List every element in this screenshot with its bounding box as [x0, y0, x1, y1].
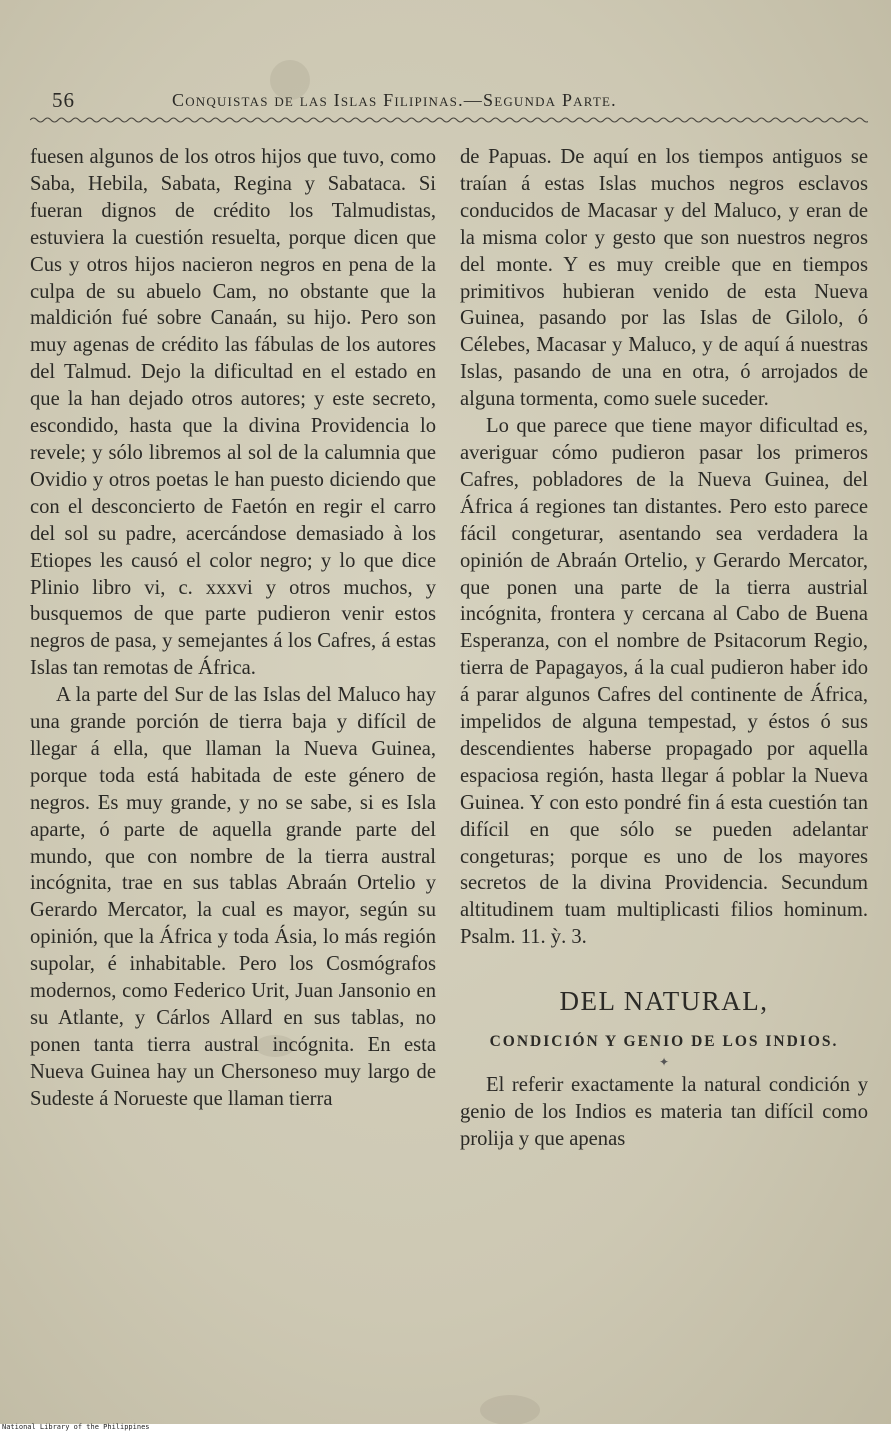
paragraph: fuesen algunos de los otros hijos que tuvo, como Saba, Hebila, Sabata, Regina y Sabataca. Si fueran dignos de crédito los Talmudistas, estuviera la cuestión resuelta, porque dicen que Cus y otros hijos nacieron negros en pena de la culpa de su abuelo Cam, no obstante que la maldición fué sobre Canaán, su hijo. Pero son muy agenas de crédito las fábulas de los autores del Talmud. Dejo la dificultad en el estado en que la han dejado otros autores; y este secreto, escondido, hasta que la divina Providencia lo revele; y sólo libremos al sol de la calumnia que Ovidio y otros poetas le han puesto diciendo que con el desconcierto de Faetón en regir el carro del sol su padre, acercándose demasiado à los Etiopes les causó el color negro; y lo que dice Plinio libro vi, c. xxxvi y otros muchos, y busquemos de que parte pudieron venir estos negros de pasa, y semejantes á los Cafres, á estas Islas tan remotas de África. — [30, 146, 436, 680]
paragraph: A la parte del Sur de las Islas del Maluco hay una grande porción de tierra baja y difícil de llegar á ella, que llaman la Nueva Guinea, porque toda está habitada de este género de negros. Es muy grande, y no se sabe, si es Isla aparte, ó parte de aquella grande parte del mundo, que con nombre de la tierra austral incógnita, trae en sus tablas Abraán Ortelio y Gerardo Mercator, la cual es mayor, según su opinión, que la África y toda Ásia, lo más región supolar, é inhabitable. Pero los Cosmógrafos modernos, como Federico Urit, Juan Jansonio en su Atlante, y Cárlos Allard en sus tablas, no ponen tanta tierra austral incógnita. En esta Nueva Guinea hay un Chersoneso muy largo de Sudeste á Norueste que llaman tierra — [30, 684, 436, 1110]
paragraph: de Papuas. De aquí en los tiempos antiguos se traían á estas Islas muchos negros esclavos conducidos de Macasar y del Maluco, y eran de la misma color y gesto que son nuestros negros del monte. Y es muy creible que en tiempos primitivos hubieran venido de esta Nueva Guinea, pasando por las Islas de Gilolo, ó Célebes, Macasar y Maluco, y de aquí á nuestras Islas, pasando de una en otra, ó arrojados de alguna tormenta, como suele suceder. — [460, 146, 868, 411]
page-number: 56 — [52, 88, 75, 112]
paragraph: El referir exactamente la natural condición y genio de los Indios es materia tan difícil como prolija y que apenas — [460, 1074, 868, 1150]
running-title: Conquistas de las Islas Filipinas.—Segunda Parte. — [172, 90, 617, 110]
right-column — [460, 144, 868, 1153]
section-title: DEL NATURAL, — [559, 986, 769, 1017]
left-column — [30, 144, 436, 1113]
header-rule — [30, 116, 868, 124]
page-header — [52, 88, 872, 116]
ornament-icon: ✦ — [658, 1055, 670, 1070]
section-subtitle: CONDICIÓN Y GENIO DE LOS INDIOS. — [489, 1033, 839, 1051]
paragraph: Lo que parece que tiene mayor dificultad es, averiguar cómo pudieron pasar los primeros Cafres, pobladores de la Nueva Guinea, del África á regiones tan distantes. Pero esto parece fácil congeturar, asentando sea verdadera la opinión de Abraán Ortelio, y Gerardo Mercator, que ponen una parte de la tierra austrial incógnita, frontera y cercana al Cabo de Buena Esperanza, con el nombre de Psitacorum Regio, tierra de Papagayos, á la cual pudieron haber ido á parar algunos Cafres del continente de África, impelidos de alguna tempestad, y éstos ó sus descendientes haberse propagado por aquella espaciosa región, hasta llegar á poblar la Nueva Guinea. Y con esto pondré fin á esta cuestión tan difícil en que sólo se pueden adelantar congeturas; porque es uno de los mayores secretos de la divina Providencia. Secundum altitudinem tuam multiplicasti filios hominum. Psalm. 11. ỳ. 3. — [460, 415, 868, 949]
footer-credit: National Library of the Philippines — [2, 1423, 150, 1431]
